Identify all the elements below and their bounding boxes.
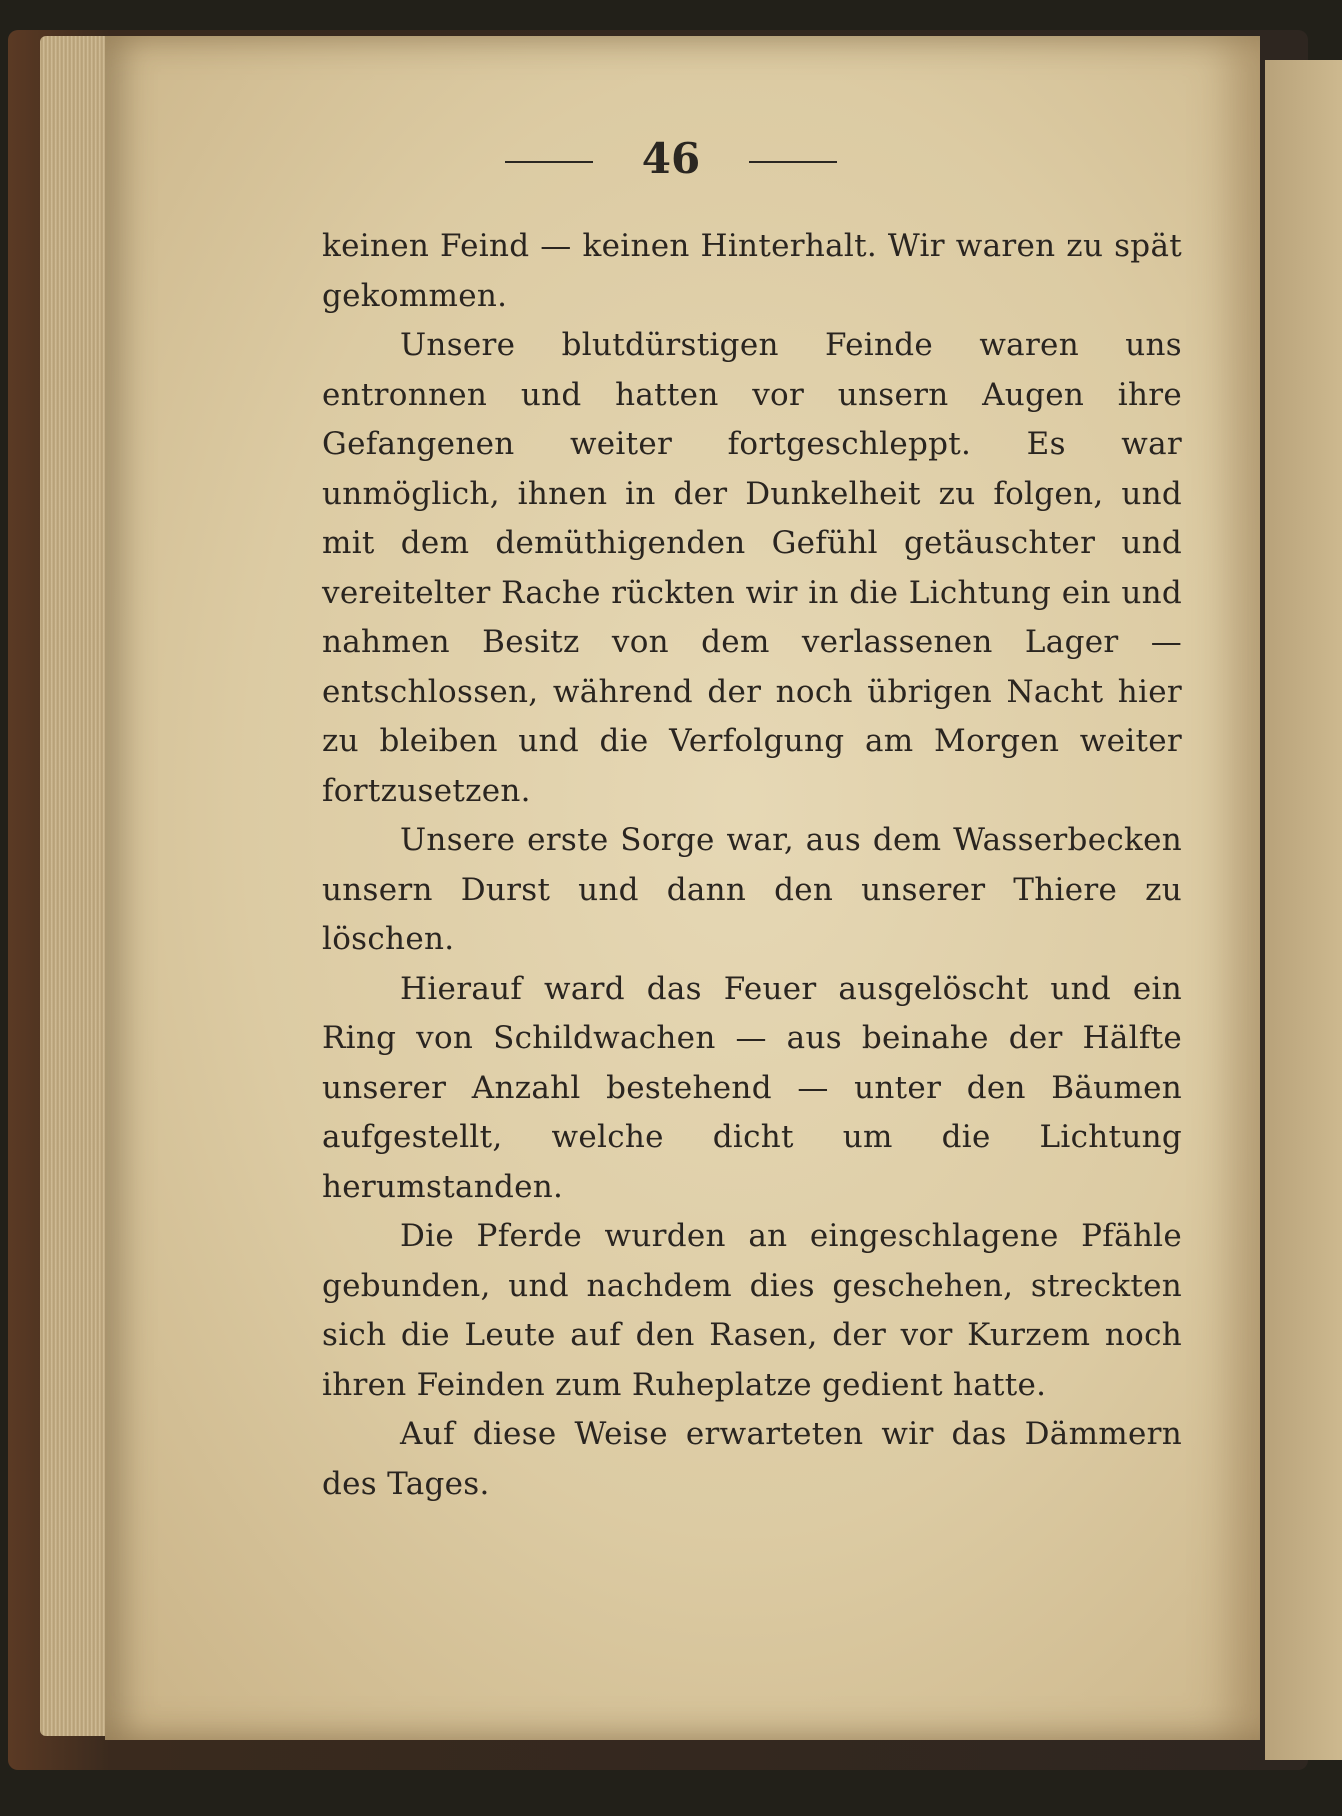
page-header bbox=[0, 134, 1342, 183]
paragraph: Auf diese Weise erwarteten wir das Dämmern des Tages. bbox=[322, 1416, 1182, 1502]
page-body-text bbox=[322, 222, 1182, 1509]
paragraph: Unsere blutdürstigen Feinde waren uns entronnen und hatten vor unsern Augen ihre Gefangenen weiter fortgeschleppt. Es war unmöglich, ihnen in der Dunkelheit zu folgen, und mit dem demüthigenden Gefühl getäuschter und vereitelter Rache rückten wir in die Lichtung ein und nahmen Besitz von dem verlassenen Lager — entschlossen, während der noch übrigen Nacht hier zu bleiben und die Verfolgung am Morgen weiter fortzusetzen. bbox=[322, 327, 1182, 809]
header-rule-right bbox=[749, 161, 837, 163]
facing-page-edge bbox=[1265, 60, 1342, 1760]
header-rule-left bbox=[505, 161, 593, 163]
paragraph: keinen Feind — keinen Hinterhalt. Wir waren zu spät gekommen. bbox=[322, 228, 1182, 314]
paragraph: Unsere erste Sorge war, aus dem Wasserbecken unsern Durst und dann den unserer Thiere zu löschen. bbox=[322, 822, 1182, 957]
paragraph: Die Pferde wurden an eingeschlagene Pfähle gebunden, und nachdem dies geschehen, streckten sich die Leute auf den Rasen, der vor Kurzem noch ihren Feinden zum Ruheplatze gedient hatte. bbox=[322, 1218, 1182, 1403]
page-number: 46 bbox=[641, 134, 701, 183]
paragraph: Hierauf ward das Feuer ausgelöscht und ein Ring von Schildwachen — aus beinahe der Hälfte unserer Anzahl bestehend — unter den Bäumen aufgestellt, welche dicht um die Lichtung herumstanden. bbox=[322, 970, 1182, 1205]
